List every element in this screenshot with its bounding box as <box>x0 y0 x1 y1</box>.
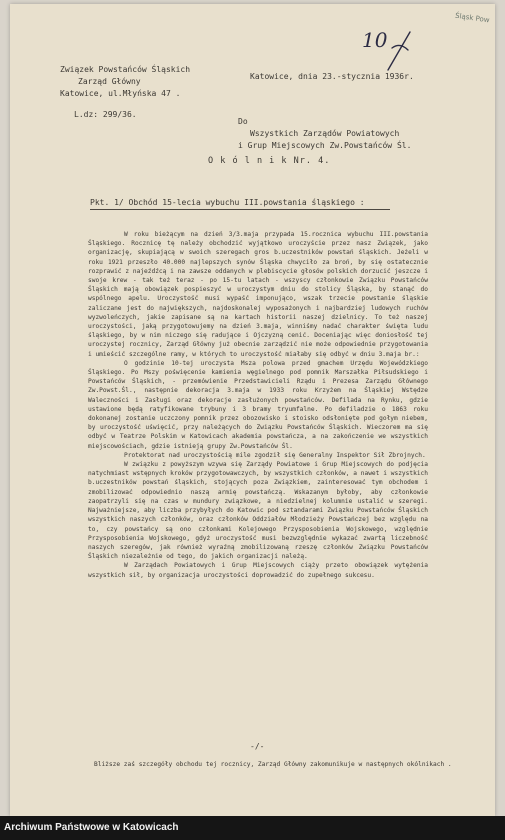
body-paragraph: W Zarządach Powiatowych i Grup Miejscowych ciąży przeto obowiązek wytężenia wszystkich sił, by organizacja uroczystości doprowadzić do zupełnego sukcesu. <box>88 562 428 579</box>
sender-address <box>60 64 190 100</box>
closing-text <box>94 760 452 769</box>
body-paragraph: O godzinie 10-tej uroczysta Msza polowa przed gmachem Urzędu Wojewódzkiego Śląskiego. Po Mszy poświęcenie kamienia węgielnego pod pomnik Marszałka Piłsudskiego i Powstańców Śląskich, - przemówienie Przedstawicieli Rządu i Prezesa Zarządu Głównego Zw.Powst.Śl., następnie dekoracja 3.maja w 1933 roku Krzyżem na Śląskiej Wstędze Waleczności i Zasługi oraz dekoracje zasłużonych powstańców. Defilada na Rynku, gdzie ustawione będą ratyfikowane trybuny i 3 bramy tryumfalne. Po defiladzie o 1863 roku dokonanej zostanie uczczony pomnik przez obozowisko i stoisko odsłonięte pod gołym niebem, by uroczystość uświęcić, przy należących do Związku Powstańców Śląskich. Wieczorem ma się odbyć w Teatrze Polskim w Katowicach akademia powstańcza, a na zakończenie we wszystkich miejscowościach, gdzie istnieją grupy Zw.Powstańców Śl. <box>88 359 428 450</box>
section-heading: Pkt. 1/ Obchód 15-lecia wybuchu III.powstania śląskiego : <box>90 198 365 207</box>
letter-date: Katowice, dnia 23.-stycznia 1936r. <box>250 72 414 81</box>
sender-line: Związek Powstańców Śląskich <box>60 65 191 74</box>
body-text <box>88 230 428 580</box>
reference-number: L.dz: 299/36. <box>74 110 137 119</box>
document-page <box>10 4 495 816</box>
section-underline <box>90 209 390 210</box>
sender-line: Katowice, ul.Młyńska 47 . <box>60 89 181 98</box>
recipient-line: i Grup Miejscowych Zw.Powstańców Śl. <box>238 141 412 150</box>
archive-footer <box>0 816 505 840</box>
archive-name: Archiwum Państwowe w Katowicach <box>4 822 179 833</box>
closing-sentence: Bliższe zaś szczegóły obchodu tej rocznicy, Zarząd Główny zakomunikuje w następnych okólnikach . <box>94 761 452 768</box>
circular-title: O k ó l n i k Nr. 4. <box>208 156 331 166</box>
body-paragraph: W związku z powyższym wzywa się Zarządy Powiatowe i Grup Miejscowych do podjęcia natychmiast wstępnych kroków przygotowawczych, by wszystkich członków, a nawet i wszystkich b.uczestników powstań śląskich, stojących poza Związkiem, zainteresować tym obchodem i zmobilizować odpowiednio naszą armię powstańczą. Wskazanym byłoby, aby członkowie zaopatrzyli się na czas w mundury związkowe, a niedzielnej kolumnie ustalić w szeregi. Najważniejsze, aby liczba przybyłych do Katowic pod sztandarami Związku Powstańców Śląskich wszystkich naszych członków, oraz członków Oddziałów Młodzieży Powstańczej bez względu na to, czy powstańcy są ono członkami Kolejowego Przysposobienia Wojskowego, względnie Przysposobienia Wojskowego, gdyż uroczystość musi bezwzględnie wykazać zwartą liczebność naszych szeregów, jak również wyraźną zmobilizowaną rzeszę członków Związku Powstańców Śląskich niezależnie od tego, do jakich organizacji należą. <box>88 461 428 561</box>
body-paragraph: W roku bieżącym na dzień 3/3.maja przypada 15.rocznica wybuchu III.powstania Śląskiego. Rocznicę tę należy obchodzić wyjątkowo uroczyście przez nasz Związek, jako organizację, skupiającą w swoich szeregach gros b.uczestników powstań śląskich. Jeżeli w roku 1921 przeszło 40.000 najlepszych synów Śląska chwyciło za broń, by się ostatecznie rozprawić z najeźdźcą i na zawsze oddanych w plebiscycie głosów polskich dorzucić jeszcze i swoje krew - tak też teraz - po 15-tu latach - wszyscy członkowie Związku Powstańców Śląskich mają obowiązek pospieszyć w uroczystym dniu do stolicy Śląska, by stanąć do wspólnego apelu. Uroczystość musi wypaść imponująco, wszak trzecie powstanie śląskie zaliczane jest do największych, najdoskonalej wyposażonych i najbardziej ludowych ruchów wyzwoleńczych, jakie zapisane są na kartach historii naszej dzielnicy. To też naszej uroczystości, jaką przygotowujemy na dzień 3.maja, winniśmy nadać charakter święta ludu śląskiego, by w nim niczego się radujące i Ojczyzną cenić. Doceniając więc doniosłość tej uroczystej rocznicy, Zarząd Główny już obecnie zarządzić nie może odpowiednie przygotowania i umieścić szczególne ramy, w których to uroczystość miałaby się odbyć w dniu 3.maja br.: <box>88 231 428 358</box>
body-paragraph: Protektorat nad uroczystością mile zgodził się Generalny Inspektor Sił Zbrojnych. <box>124 451 426 459</box>
handwritten-number-text: 10 <box>362 28 388 52</box>
pencil-annotation: Śląsk Pow <box>454 11 490 25</box>
recipient-block <box>238 116 411 152</box>
recipient-prefix: Do <box>238 117 248 126</box>
sender-line: Zarząd Główny <box>78 77 141 86</box>
handwritten-slash-mark <box>382 30 416 74</box>
recipient-line: Wszystkich Zarządów Powiatowych <box>250 129 400 138</box>
page-continuation-mark: -/- <box>250 742 265 751</box>
